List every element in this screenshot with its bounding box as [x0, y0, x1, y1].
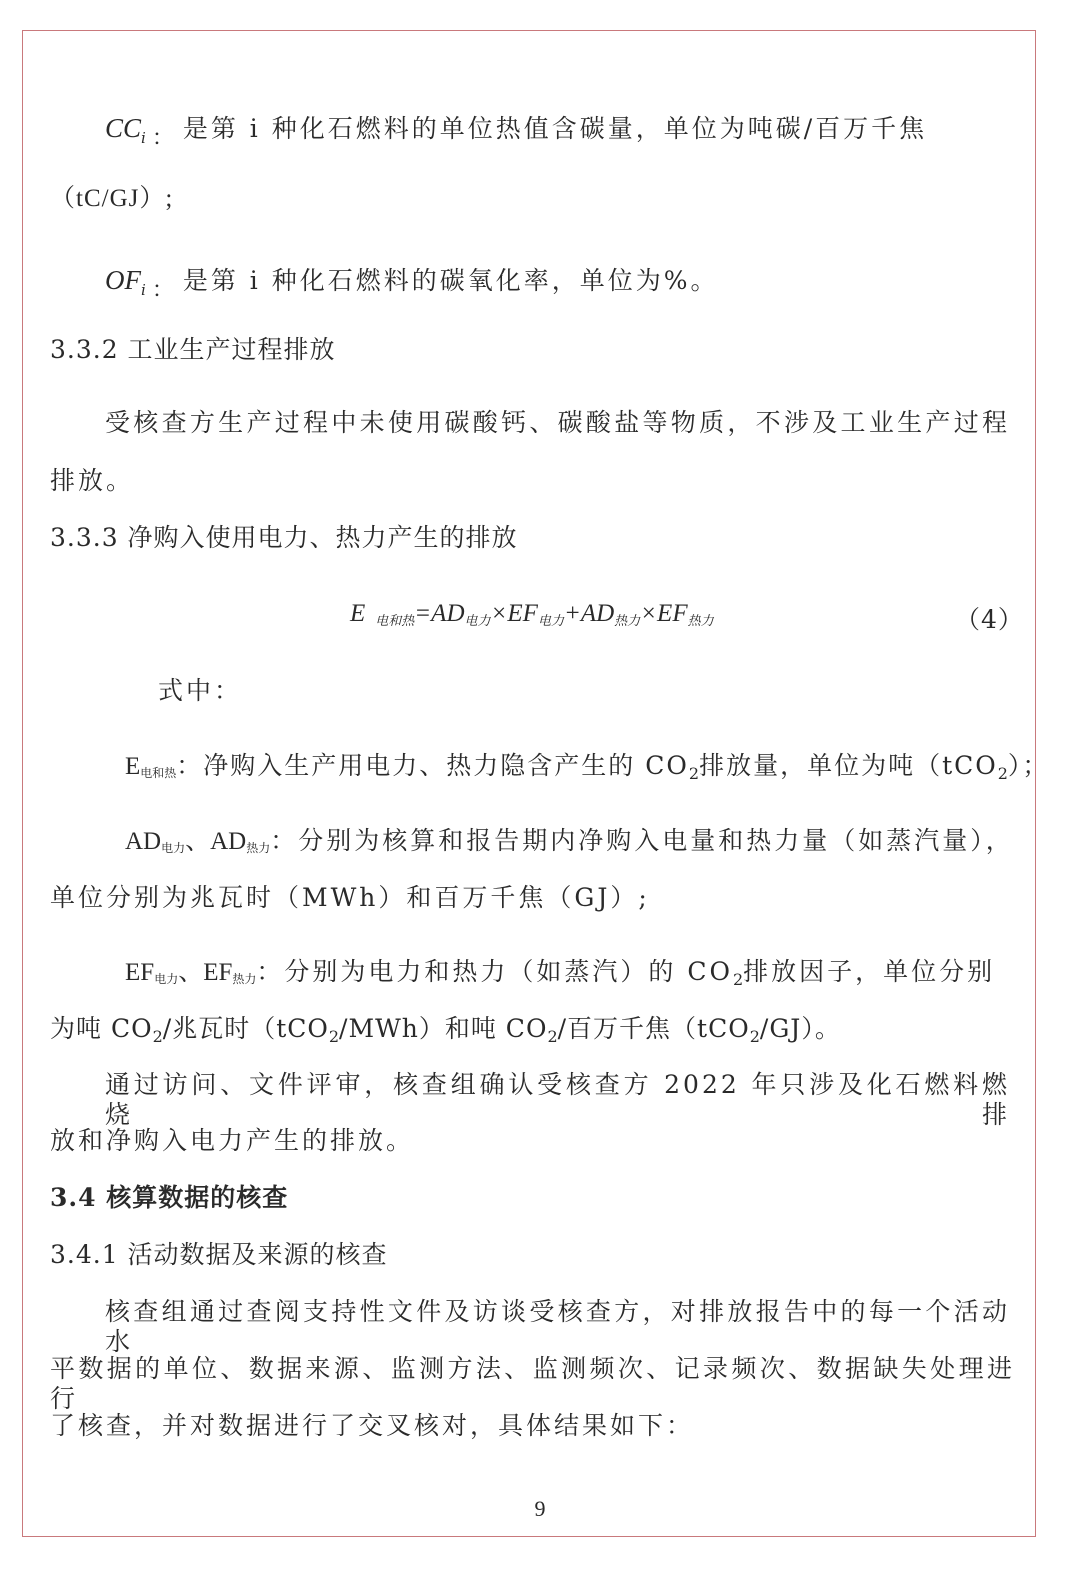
- ef-symbol-2: 、EF: [178, 959, 233, 986]
- e-def-symbol: E: [125, 753, 141, 780]
- formula-ad-sub-1: 电力: [464, 613, 491, 628]
- ef-l2-sub-2: 2: [328, 1027, 340, 1046]
- formula-ef-sub-2: 热力: [687, 613, 714, 628]
- paragraph-3-3-2-line-2: 排放。: [50, 466, 135, 495]
- e-def-co2-sub-1: 2: [688, 764, 700, 783]
- shizhong-label: 式中：: [158, 676, 243, 705]
- ad-text: ：分别为核算和报告期内净购入电量和热力量（如蒸汽量），: [270, 826, 1014, 855]
- conclusion-line-2: 放和净购入电力产生的排放。: [50, 1126, 415, 1155]
- of-subscript: i: [141, 281, 149, 299]
- e-definition: [125, 751, 1050, 783]
- paragraph-3-3-2-line-1: 受核查方生产过程中未使用碳酸钙、碳酸盐等物质，不涉及工业生产过程: [105, 408, 1010, 437]
- cc-unit: （tC/GJ）;: [50, 185, 174, 212]
- ef-l2-a: 为吨 CO: [50, 1014, 153, 1043]
- formula-e-sub: 电和热: [375, 613, 415, 628]
- equation-number: （4）: [955, 605, 1024, 634]
- ef-l2-c: /MWh）和吨 CO: [339, 1014, 548, 1043]
- formula-times-ef-2: ×EF: [640, 600, 688, 627]
- e-def-text-a: ：净购入生产用电力、热力隐含产生的 CO: [176, 751, 689, 780]
- formula-ad-sub-2: 热力: [614, 613, 641, 628]
- ef-definition: [125, 957, 1015, 989]
- ef-l2-e: /GJ）。: [759, 1014, 841, 1043]
- of-text: 是第 i 种化石燃料的碳氧化率，单位为%。: [182, 266, 719, 295]
- formula-eq-ad: =AD: [414, 600, 465, 627]
- ad-subscript-2: 热力: [246, 841, 271, 855]
- ef-co2-sub: 2: [732, 970, 744, 989]
- heading-3-3-2: 3.3.2 工业生产过程排放: [50, 335, 336, 364]
- ef-text-a: ：分别为电力和热力（如蒸汽）的 CO: [256, 957, 733, 986]
- paragraph-3-4-1-line-3: 了核查，并对数据进行了交叉核对，具体结果如下：: [50, 1411, 695, 1440]
- ef-subscript-1: 电力: [154, 972, 179, 986]
- cc-colon: ：: [151, 126, 177, 151]
- cc-definition: [105, 112, 1010, 152]
- cc-text: 是第 i 种化石燃料的单位热值含碳量，单位为吨碳/百万千焦: [182, 114, 928, 143]
- of-colon: ：: [151, 278, 177, 303]
- ad-symbol-1: AD: [125, 828, 162, 855]
- e-def-subscript: 电和热: [140, 766, 177, 780]
- ad-symbol-2: 、AD: [185, 828, 247, 855]
- of-symbol: OF: [105, 265, 141, 295]
- cc-symbol: CC: [105, 113, 142, 143]
- e-def-text-c: ）；: [1007, 751, 1050, 780]
- page-number: 9: [534, 1496, 546, 1521]
- formula-4: [350, 600, 714, 629]
- ad-subscript-1: 电力: [161, 841, 186, 855]
- ef-text-b: 排放因子，单位分别: [743, 957, 996, 986]
- ef-subscript-2: 热力: [232, 972, 257, 986]
- heading-3-4: 3.4 核算数据的核查: [50, 1183, 289, 1212]
- ef-l2-b: /兆瓦时（tCO: [162, 1014, 329, 1043]
- ad-definition: [125, 826, 1015, 857]
- ef-symbol-1: EF: [125, 959, 155, 986]
- ef-l2-d: /百万千焦（tCO: [557, 1014, 750, 1043]
- conclusion-line-1: 通过访问、文件评审，核查组确认受核查方 2022 年只涉及化石燃料燃烧排: [105, 1070, 1010, 1129]
- paragraph-3-4-1-line-1: 核查组通过查阅支持性文件及访谈受核查方，对排放报告中的每一个活动水: [105, 1297, 1010, 1356]
- cc-subscript: i: [141, 129, 149, 147]
- heading-3-3-3: 3.3.3 净购入使用电力、热力产生的排放: [50, 523, 518, 552]
- ef-l2-sub-4: 2: [749, 1027, 760, 1046]
- ef-l2-sub-3: 2: [547, 1027, 558, 1046]
- formula-plus-ad: +AD: [563, 600, 615, 627]
- paragraph-3-4-1-line-2: 平数据的单位、数据来源、监测方法、监测频次、记录频次、数据缺失处理进行: [50, 1354, 1015, 1413]
- ad-definition-line-2: 单位分别为兆瓦时（MWh）和百万千焦（GJ）;: [50, 883, 650, 912]
- ef-definition-line-2: [50, 1014, 1015, 1046]
- ef-l2-sub-1: 2: [152, 1027, 163, 1046]
- e-def-text-b: 排放量，单位为吨（tCO: [699, 751, 998, 780]
- formula-ef-sub-1: 电力: [537, 613, 564, 628]
- heading-3-4-1: 3.4.1 活动数据及来源的核查: [50, 1240, 388, 1269]
- e-def-co2-sub-2: 2: [997, 764, 1008, 783]
- formula-e: E: [350, 600, 366, 627]
- of-definition: [105, 264, 1010, 304]
- formula-times-ef-1: ×EF: [490, 600, 538, 627]
